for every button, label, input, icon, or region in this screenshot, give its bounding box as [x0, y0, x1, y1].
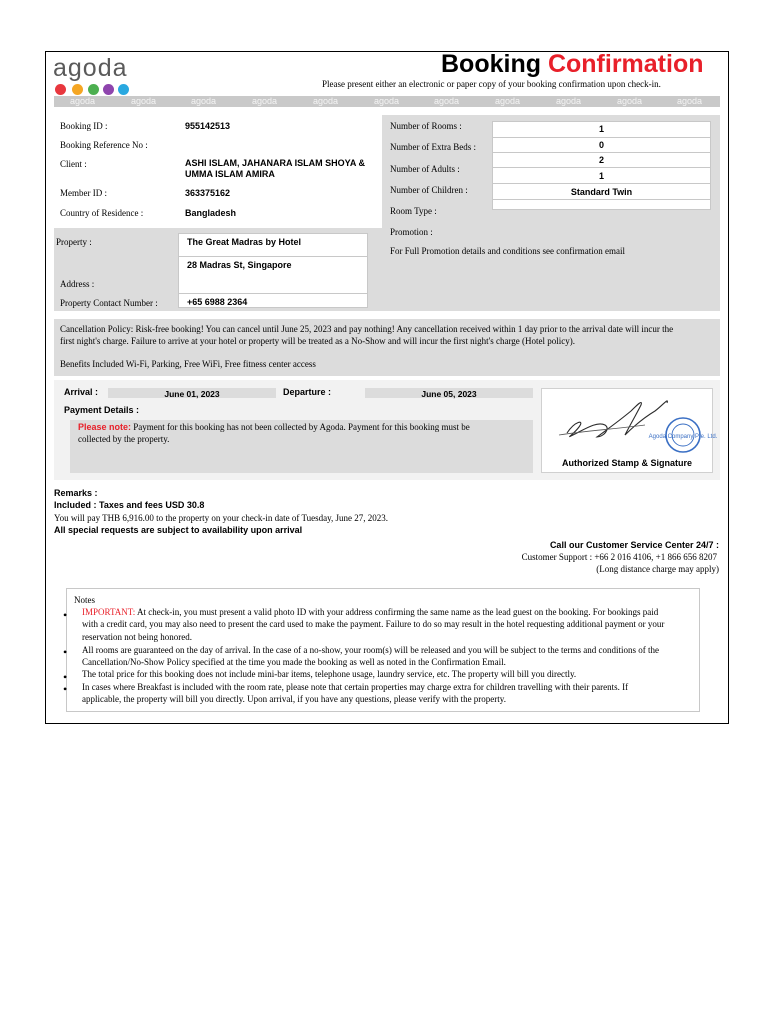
divider — [493, 167, 710, 168]
children-label: Number of Children : — [390, 185, 468, 195]
note-4-line2: applicable, the property will bill you directly. Upon arrival, if you have any questions, please verify with the property. — [82, 694, 506, 704]
payment-note-line2: collected by the property. — [78, 434, 170, 444]
strip-word: agoda — [191, 96, 217, 106]
contact-label: Property Contact Number : — [60, 298, 158, 308]
member-id-label: Member ID : — [60, 188, 107, 198]
note-2-line1: All rooms are guaranteed on the day of arrival. In the case of a no-show, your room(s) will be released and you will be subject to the terms and conditions of the — [82, 645, 659, 655]
note-4-line1: In cases where Breakfast is included with the room rate, please note that certain properties may charge extra for children travelling with their parents. If — [82, 682, 629, 692]
note-1-line3: reservation not being honored. — [82, 632, 192, 642]
agoda-logo: agoda — [53, 54, 128, 82]
extra-beds-value: 0 — [598, 140, 604, 150]
remarks-label: Remarks : — [54, 488, 98, 498]
page-title: Booking Confirmation — [441, 50, 704, 78]
cancellation-policy-line1: Cancellation Policy: Risk-free booking! You can cancel until June 25, 2023 and pay nothing! Any cancellation received within 1 day prior to the arrival date will incur the — [60, 324, 674, 334]
pay-line: You will pay THB 6,916.00 to the property on your check-in date of Tuesday, June 27, 2023. — [54, 513, 389, 523]
logo-dot-purple — [103, 84, 114, 95]
promotion-label: Promotion : — [390, 227, 433, 237]
departure-label: Departure : — [283, 387, 332, 397]
included-text: Included : Taxes and fees USD 30.8 — [54, 500, 205, 510]
cancellation-policy-line2: first night's charge. Failure to arrive at your hotel or property will be treated as a No-Show and will incur the first night's charge (Hotel policy). — [60, 336, 576, 346]
support-title: Call our Customer Service Center 24/7 : — [549, 540, 719, 550]
note-1-line1: IMPORTANT: At check-in, you must present a valid photo ID with your address confirming the same name as the lead guest on the booking. For bookings paid — [82, 607, 659, 617]
departure-value: June 05, 2023 — [421, 389, 477, 399]
special-requests-text: All special requests are subject to availability upon arrival — [54, 525, 303, 535]
logo-dot-blue — [118, 84, 129, 95]
note-1-line2: with a credit card, you may also need to present the card used to make the payment. Failure to do so may result in the hotel requesting additional payment or your — [82, 619, 665, 629]
signature-stamp-icon — [545, 391, 718, 453]
divider — [179, 293, 367, 294]
country-value: Bangladesh — [185, 208, 237, 218]
strip-word: agoda — [556, 96, 582, 106]
arrival-label: Arrival : — [64, 387, 99, 397]
extra-beds-label: Number of Extra Beds : — [390, 142, 476, 152]
agoda-strip — [54, 96, 720, 107]
bullet-icon: • — [63, 682, 68, 696]
stamp-caption: Authorized Stamp & Signature — [561, 458, 692, 468]
payment-details-label: Payment Details : — [64, 405, 140, 415]
children-value: 1 — [598, 171, 604, 181]
property-label: Property : — [56, 237, 92, 247]
booking-id-label: Booking ID : — [60, 121, 108, 131]
contact-value: +65 6988 2364 — [187, 297, 248, 307]
strip-word: agoda — [374, 96, 400, 106]
divider — [493, 183, 710, 184]
strip-word: agoda — [70, 96, 96, 106]
client-label: Client : — [60, 159, 87, 169]
strip-word: agoda — [495, 96, 521, 106]
strip-word: agoda — [131, 96, 157, 106]
strip-word: agoda — [617, 96, 643, 106]
strip-word: agoda — [434, 96, 460, 106]
note-3: The total price for this booking does not include mini-bar items, telephone usage, laundry service, etc. The property will bill you directly. — [82, 669, 577, 679]
address-label: Address : — [60, 279, 95, 289]
bullet-icon: • — [63, 608, 68, 622]
logo-dot-green — [88, 84, 99, 95]
benefits-text: Benefits Included Wi-Fi, Parking, Free WiFi, Free fitness center access — [60, 359, 316, 369]
page-subtitle: Please present either an electronic or paper copy of your booking confirmation upon check-in. — [322, 79, 661, 89]
client-value-line1: ASHI ISLAM, JAHANARA ISLAM SHOYA & — [185, 158, 366, 168]
divider — [493, 152, 710, 153]
room-type-label: Room Type : — [390, 206, 437, 216]
divider — [493, 199, 710, 200]
booking-ref-label: Booking Reference No : — [60, 140, 148, 150]
room-type-value: Standard Twin — [570, 187, 633, 197]
divider — [179, 256, 367, 257]
adults-label: Number of Adults : — [390, 164, 460, 174]
stamp-text: Agoda Company Pte. Ltd. — [648, 434, 718, 440]
property-name: The Great Madras by Hotel — [187, 237, 302, 247]
rooms-value: 1 — [598, 124, 604, 134]
strip-word: agoda — [252, 96, 278, 106]
payment-note-line1: Please note: Payment for this booking has not been collected by Agoda. Payment for this booking must be — [78, 422, 470, 432]
strip-word: agoda — [313, 96, 339, 106]
notes-title: Notes — [74, 595, 95, 605]
divider — [493, 137, 710, 138]
rooms-label: Number of Rooms : — [390, 121, 462, 131]
bullet-icon: • — [63, 670, 68, 684]
logo-dot-orange — [72, 84, 83, 95]
logo-dot-red — [55, 84, 66, 95]
support-numbers: Customer Support : +66 2 016 4106, +1 866 656 8207 — [521, 552, 717, 562]
promotion-note: For Full Promotion details and conditions see confirmation email — [390, 246, 625, 256]
country-label: Country of Residence : — [60, 208, 144, 218]
bullet-icon: • — [63, 645, 68, 659]
booking-id-value: 955142513 — [185, 121, 231, 131]
member-id-value: 363375162 — [185, 188, 231, 198]
adults-value: 2 — [598, 155, 604, 165]
support-note: (Long distance charge may apply) — [596, 564, 719, 574]
note-2-line2: Cancellation/No-Show Policy specified at the time you made the booking as well as noted in the Confirmation Email. — [82, 657, 506, 667]
property-address: 28 Madras St, Singapore — [187, 260, 292, 270]
strip-word: agoda — [677, 96, 703, 106]
arrival-value: June 01, 2023 — [164, 389, 220, 399]
client-value-line2: UMMA ISLAM AMIRA — [185, 169, 275, 179]
